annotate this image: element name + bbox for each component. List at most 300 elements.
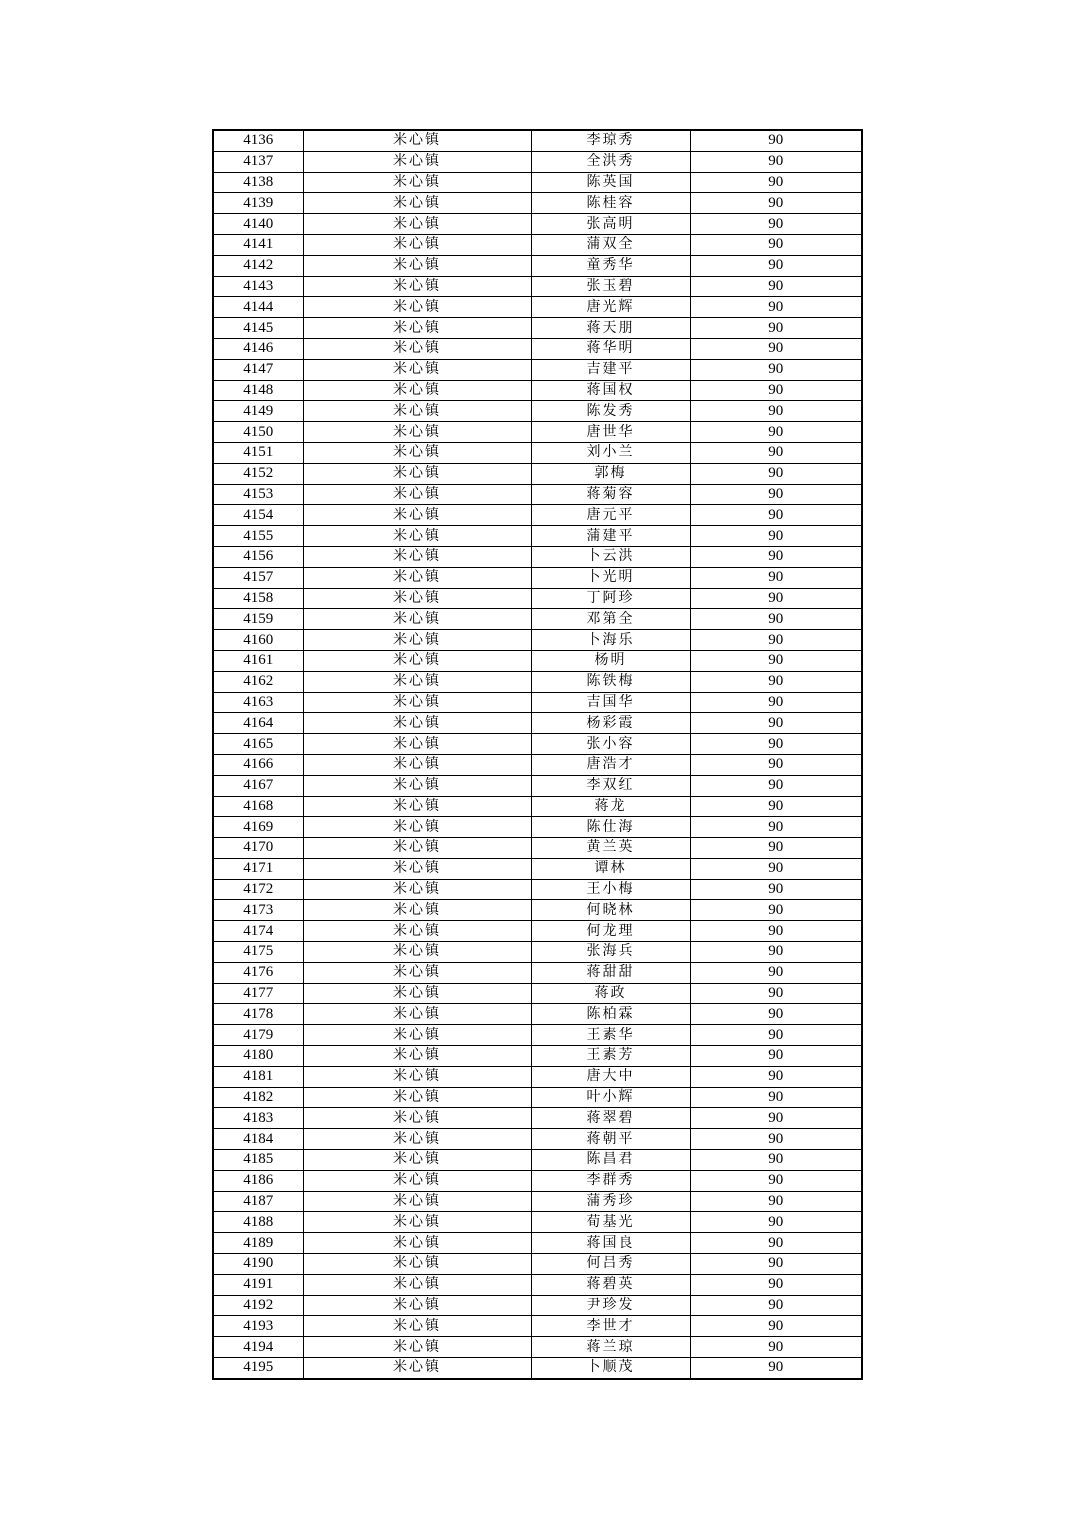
table-row — [213, 1108, 862, 1129]
cell-score: 90 — [690, 796, 862, 817]
cell-name: 李群秀 — [531, 1170, 690, 1191]
cell-name: 张高明 — [531, 214, 690, 235]
cell-town: 米心镇 — [303, 297, 531, 318]
cell-number: 4190 — [213, 1254, 303, 1275]
cell-name: 蒋甜甜 — [531, 962, 690, 983]
cell-town: 米心镇 — [303, 276, 531, 297]
cell-number: 4177 — [213, 983, 303, 1004]
cell-name: 蒋翠碧 — [531, 1108, 690, 1129]
cell-town: 米心镇 — [303, 484, 531, 505]
cell-name: 蒋兰琼 — [531, 1337, 690, 1358]
table-row — [213, 567, 862, 588]
cell-town: 米心镇 — [303, 734, 531, 755]
cell-number: 4187 — [213, 1191, 303, 1212]
cell-name: 唐浩才 — [531, 754, 690, 775]
cell-town: 米心镇 — [303, 1295, 531, 1316]
table-row — [213, 484, 862, 505]
cell-number: 4163 — [213, 692, 303, 713]
cell-number: 4170 — [213, 838, 303, 859]
cell-name: 卜海乐 — [531, 630, 690, 651]
table-row — [213, 193, 862, 214]
table-row — [213, 879, 862, 900]
cell-town: 米心镇 — [303, 463, 531, 484]
cell-town: 米心镇 — [303, 1170, 531, 1191]
table-row — [213, 1129, 862, 1150]
cell-score: 90 — [690, 1274, 862, 1295]
cell-town: 米心镇 — [303, 879, 531, 900]
cell-name: 唐大中 — [531, 1066, 690, 1087]
cell-number: 4147 — [213, 359, 303, 380]
table-row — [213, 1025, 862, 1046]
roster-table-body — [213, 130, 862, 1379]
cell-town: 米心镇 — [303, 505, 531, 526]
cell-name: 杨明 — [531, 650, 690, 671]
cell-name: 郭梅 — [531, 463, 690, 484]
cell-name: 蒋朝平 — [531, 1129, 690, 1150]
cell-score: 90 — [690, 921, 862, 942]
table-row — [213, 297, 862, 318]
cell-number: 4193 — [213, 1316, 303, 1337]
cell-name: 蒋政 — [531, 983, 690, 1004]
cell-town: 米心镇 — [303, 1004, 531, 1025]
table-row — [213, 630, 862, 651]
cell-score: 90 — [690, 650, 862, 671]
cell-score: 90 — [690, 775, 862, 796]
cell-number: 4168 — [213, 796, 303, 817]
cell-name: 何晓林 — [531, 900, 690, 921]
table-row — [213, 276, 862, 297]
cell-score: 90 — [690, 234, 862, 255]
table-row — [213, 546, 862, 567]
cell-number: 4154 — [213, 505, 303, 526]
cell-name: 李双红 — [531, 775, 690, 796]
cell-number: 4145 — [213, 318, 303, 339]
cell-number: 4164 — [213, 713, 303, 734]
cell-name: 李琼秀 — [531, 130, 690, 151]
cell-score: 90 — [690, 609, 862, 630]
table-row — [213, 463, 862, 484]
cell-name: 卜光明 — [531, 567, 690, 588]
cell-score: 90 — [690, 754, 862, 775]
cell-score: 90 — [690, 505, 862, 526]
cell-score: 90 — [690, 1254, 862, 1275]
cell-town: 米心镇 — [303, 609, 531, 630]
cell-name: 蒋国权 — [531, 380, 690, 401]
cell-score: 90 — [690, 380, 862, 401]
cell-town: 米心镇 — [303, 214, 531, 235]
cell-town: 米心镇 — [303, 713, 531, 734]
table-row — [213, 734, 862, 755]
cell-name: 张玉碧 — [531, 276, 690, 297]
cell-town: 米心镇 — [303, 193, 531, 214]
cell-score: 90 — [690, 1129, 862, 1150]
cell-number: 4143 — [213, 276, 303, 297]
table-row — [213, 588, 862, 609]
cell-name: 吉国华 — [531, 692, 690, 713]
cell-number: 4149 — [213, 401, 303, 422]
cell-score: 90 — [690, 588, 862, 609]
cell-score: 90 — [690, 983, 862, 1004]
cell-name: 蒋菊容 — [531, 484, 690, 505]
cell-score: 90 — [690, 1337, 862, 1358]
cell-number: 4136 — [213, 130, 303, 151]
cell-number: 4146 — [213, 338, 303, 359]
cell-name: 尹珍发 — [531, 1295, 690, 1316]
table-row — [213, 1212, 862, 1233]
table-row — [213, 1087, 862, 1108]
table-row — [213, 900, 862, 921]
table-row — [213, 234, 862, 255]
cell-number: 4186 — [213, 1170, 303, 1191]
cell-number: 4165 — [213, 734, 303, 755]
cell-name: 唐世华 — [531, 422, 690, 443]
table-row — [213, 692, 862, 713]
cell-score: 90 — [690, 817, 862, 838]
cell-number: 4195 — [213, 1358, 303, 1379]
cell-town: 米心镇 — [303, 775, 531, 796]
table-row — [213, 1004, 862, 1025]
cell-town: 米心镇 — [303, 671, 531, 692]
cell-town: 米心镇 — [303, 1212, 531, 1233]
cell-number: 4137 — [213, 151, 303, 172]
cell-score: 90 — [690, 546, 862, 567]
cell-number: 4169 — [213, 817, 303, 838]
cell-number: 4152 — [213, 463, 303, 484]
cell-score: 90 — [690, 359, 862, 380]
table-row — [213, 1170, 862, 1191]
cell-town: 米心镇 — [303, 1316, 531, 1337]
cell-name: 陈昌君 — [531, 1150, 690, 1171]
cell-name: 卜云洪 — [531, 546, 690, 567]
cell-town: 米心镇 — [303, 1046, 531, 1067]
cell-number: 4189 — [213, 1233, 303, 1254]
cell-score: 90 — [690, 942, 862, 963]
cell-score: 90 — [690, 1170, 862, 1191]
cell-score: 90 — [690, 713, 862, 734]
cell-score: 90 — [690, 1150, 862, 1171]
cell-name: 陈英国 — [531, 172, 690, 193]
cell-name: 卜顺茂 — [531, 1358, 690, 1379]
cell-score: 90 — [690, 1087, 862, 1108]
cell-name: 陈柏霖 — [531, 1004, 690, 1025]
cell-town: 米心镇 — [303, 546, 531, 567]
cell-number: 4194 — [213, 1337, 303, 1358]
cell-name: 王素芳 — [531, 1046, 690, 1067]
cell-number: 4159 — [213, 609, 303, 630]
cell-town: 米心镇 — [303, 1025, 531, 1046]
cell-score: 90 — [690, 318, 862, 339]
table-row — [213, 1066, 862, 1087]
table-row — [213, 962, 862, 983]
table-row — [213, 172, 862, 193]
table-row — [213, 1191, 862, 1212]
cell-number: 4185 — [213, 1150, 303, 1171]
cell-score: 90 — [690, 193, 862, 214]
cell-number: 4180 — [213, 1046, 303, 1067]
cell-number: 4158 — [213, 588, 303, 609]
cell-score: 90 — [690, 297, 862, 318]
cell-score: 90 — [690, 1212, 862, 1233]
cell-number: 4188 — [213, 1212, 303, 1233]
cell-town: 米心镇 — [303, 838, 531, 859]
cell-name: 吉建平 — [531, 359, 690, 380]
cell-name: 张海兵 — [531, 942, 690, 963]
cell-number: 4172 — [213, 879, 303, 900]
cell-town: 米心镇 — [303, 1274, 531, 1295]
cell-number: 4151 — [213, 442, 303, 463]
table-row — [213, 1337, 862, 1358]
table-row — [213, 401, 862, 422]
cell-number: 4174 — [213, 921, 303, 942]
cell-town: 米心镇 — [303, 1150, 531, 1171]
cell-town: 米心镇 — [303, 900, 531, 921]
table-row — [213, 422, 862, 443]
cell-score: 90 — [690, 879, 862, 900]
cell-town: 米心镇 — [303, 630, 531, 651]
table-row — [213, 858, 862, 879]
table-row — [213, 942, 862, 963]
cell-name: 叶小辉 — [531, 1087, 690, 1108]
table-row — [213, 1274, 862, 1295]
cell-town: 米心镇 — [303, 1337, 531, 1358]
table-row — [213, 983, 862, 1004]
table-row — [213, 1150, 862, 1171]
table-row — [213, 713, 862, 734]
cell-town: 米心镇 — [303, 796, 531, 817]
cell-town: 米心镇 — [303, 401, 531, 422]
cell-town: 米心镇 — [303, 338, 531, 359]
cell-score: 90 — [690, 214, 862, 235]
cell-town: 米心镇 — [303, 526, 531, 547]
cell-name: 李世才 — [531, 1316, 690, 1337]
cell-name: 荀基光 — [531, 1212, 690, 1233]
cell-score: 90 — [690, 442, 862, 463]
cell-number: 4139 — [213, 193, 303, 214]
cell-score: 90 — [690, 1108, 862, 1129]
cell-number: 4178 — [213, 1004, 303, 1025]
cell-number: 4191 — [213, 1274, 303, 1295]
cell-name: 陈仕海 — [531, 817, 690, 838]
cell-number: 4184 — [213, 1129, 303, 1150]
cell-number: 4162 — [213, 671, 303, 692]
table-row — [213, 1316, 862, 1337]
cell-town: 米心镇 — [303, 422, 531, 443]
table-row — [213, 1254, 862, 1275]
table-row — [213, 526, 862, 547]
cell-name: 蒋华明 — [531, 338, 690, 359]
cell-town: 米心镇 — [303, 942, 531, 963]
cell-score: 90 — [690, 838, 862, 859]
cell-number: 4171 — [213, 858, 303, 879]
cell-score: 90 — [690, 1295, 862, 1316]
roster-table — [212, 129, 863, 1380]
cell-score: 90 — [690, 1191, 862, 1212]
table-row — [213, 817, 862, 838]
cell-name: 童秀华 — [531, 255, 690, 276]
cell-name: 蒲双全 — [531, 234, 690, 255]
cell-number: 4179 — [213, 1025, 303, 1046]
cell-name: 何龙理 — [531, 921, 690, 942]
cell-town: 米心镇 — [303, 1066, 531, 1087]
cell-number: 4141 — [213, 234, 303, 255]
cell-town: 米心镇 — [303, 588, 531, 609]
table-row — [213, 609, 862, 630]
cell-name: 丁阿珍 — [531, 588, 690, 609]
table-row — [213, 921, 862, 942]
cell-name: 唐元平 — [531, 505, 690, 526]
cell-town: 米心镇 — [303, 817, 531, 838]
cell-name: 邓第全 — [531, 609, 690, 630]
table-row — [213, 1046, 862, 1067]
cell-score: 90 — [690, 1316, 862, 1337]
cell-number: 4175 — [213, 942, 303, 963]
cell-name: 蒋龙 — [531, 796, 690, 817]
cell-name: 蒋国良 — [531, 1233, 690, 1254]
cell-name: 全洪秀 — [531, 151, 690, 172]
cell-number: 4161 — [213, 650, 303, 671]
cell-score: 90 — [690, 276, 862, 297]
table-row — [213, 650, 862, 671]
cell-number: 4182 — [213, 1087, 303, 1108]
cell-number: 4150 — [213, 422, 303, 443]
cell-score: 90 — [690, 1046, 862, 1067]
cell-town: 米心镇 — [303, 318, 531, 339]
cell-name: 谭林 — [531, 858, 690, 879]
cell-name: 刘小兰 — [531, 442, 690, 463]
cell-number: 4153 — [213, 484, 303, 505]
table-row — [213, 1358, 862, 1379]
cell-town: 米心镇 — [303, 1087, 531, 1108]
cell-town: 米心镇 — [303, 1129, 531, 1150]
cell-number: 4155 — [213, 526, 303, 547]
cell-score: 90 — [690, 734, 862, 755]
table-row — [213, 442, 862, 463]
cell-town: 米心镇 — [303, 380, 531, 401]
cell-town: 米心镇 — [303, 234, 531, 255]
cell-score: 90 — [690, 338, 862, 359]
cell-name: 王小梅 — [531, 879, 690, 900]
cell-town: 米心镇 — [303, 650, 531, 671]
cell-score: 90 — [690, 1066, 862, 1087]
cell-score: 90 — [690, 526, 862, 547]
cell-town: 米心镇 — [303, 983, 531, 1004]
cell-number: 4166 — [213, 754, 303, 775]
cell-score: 90 — [690, 484, 862, 505]
cell-number: 4144 — [213, 297, 303, 318]
cell-town: 米心镇 — [303, 1358, 531, 1379]
cell-town: 米心镇 — [303, 151, 531, 172]
cell-name: 陈铁梅 — [531, 671, 690, 692]
cell-number: 4142 — [213, 255, 303, 276]
cell-score: 90 — [690, 962, 862, 983]
cell-score: 90 — [690, 422, 862, 443]
cell-number: 4160 — [213, 630, 303, 651]
table-row — [213, 796, 862, 817]
cell-number: 4183 — [213, 1108, 303, 1129]
cell-name: 蒲建平 — [531, 526, 690, 547]
cell-town: 米心镇 — [303, 962, 531, 983]
cell-town: 米心镇 — [303, 692, 531, 713]
table-row — [213, 671, 862, 692]
table-row — [213, 754, 862, 775]
cell-town: 米心镇 — [303, 754, 531, 775]
cell-name: 张小容 — [531, 734, 690, 755]
cell-town: 米心镇 — [303, 1108, 531, 1129]
cell-number: 4148 — [213, 380, 303, 401]
cell-score: 90 — [690, 172, 862, 193]
cell-town: 米心镇 — [303, 1254, 531, 1275]
cell-score: 90 — [690, 130, 862, 151]
table-row — [213, 255, 862, 276]
table-row — [213, 380, 862, 401]
cell-town: 米心镇 — [303, 359, 531, 380]
cell-number: 4140 — [213, 214, 303, 235]
table-row — [213, 359, 862, 380]
cell-score: 90 — [690, 858, 862, 879]
cell-town: 米心镇 — [303, 172, 531, 193]
table-row — [213, 1233, 862, 1254]
cell-name: 蒲秀珍 — [531, 1191, 690, 1212]
cell-town: 米心镇 — [303, 858, 531, 879]
cell-score: 90 — [690, 630, 862, 651]
cell-score: 90 — [690, 1233, 862, 1254]
table-row — [213, 505, 862, 526]
cell-town: 米心镇 — [303, 921, 531, 942]
cell-score: 90 — [690, 692, 862, 713]
table-row — [213, 338, 862, 359]
cell-name: 杨彩霞 — [531, 713, 690, 734]
cell-score: 90 — [690, 900, 862, 921]
cell-name: 唐光辉 — [531, 297, 690, 318]
table-row — [213, 775, 862, 796]
cell-score: 90 — [690, 1025, 862, 1046]
cell-score: 90 — [690, 463, 862, 484]
cell-town: 米心镇 — [303, 442, 531, 463]
cell-number: 4138 — [213, 172, 303, 193]
cell-name: 陈发秀 — [531, 401, 690, 422]
cell-score: 90 — [690, 151, 862, 172]
cell-number: 4167 — [213, 775, 303, 796]
cell-score: 90 — [690, 401, 862, 422]
cell-town: 米心镇 — [303, 255, 531, 276]
table-row — [213, 1295, 862, 1316]
table-row — [213, 130, 862, 151]
cell-name: 蒋天朋 — [531, 318, 690, 339]
cell-number: 4176 — [213, 962, 303, 983]
table-row — [213, 838, 862, 859]
cell-name: 黄兰英 — [531, 838, 690, 859]
cell-town: 米心镇 — [303, 130, 531, 151]
cell-score: 90 — [690, 671, 862, 692]
cell-name: 何吕秀 — [531, 1254, 690, 1275]
cell-town: 米心镇 — [303, 1233, 531, 1254]
cell-number: 4181 — [213, 1066, 303, 1087]
cell-name: 王素华 — [531, 1025, 690, 1046]
cell-town: 米心镇 — [303, 567, 531, 588]
table-row — [213, 318, 862, 339]
cell-number: 4156 — [213, 546, 303, 567]
table-row — [213, 214, 862, 235]
cell-number: 4157 — [213, 567, 303, 588]
cell-name: 陈桂容 — [531, 193, 690, 214]
cell-number: 4173 — [213, 900, 303, 921]
cell-score: 90 — [690, 1004, 862, 1025]
cell-town: 米心镇 — [303, 1191, 531, 1212]
cell-name: 蒋碧英 — [531, 1274, 690, 1295]
cell-score: 90 — [690, 1358, 862, 1379]
cell-score: 90 — [690, 567, 862, 588]
cell-score: 90 — [690, 255, 862, 276]
